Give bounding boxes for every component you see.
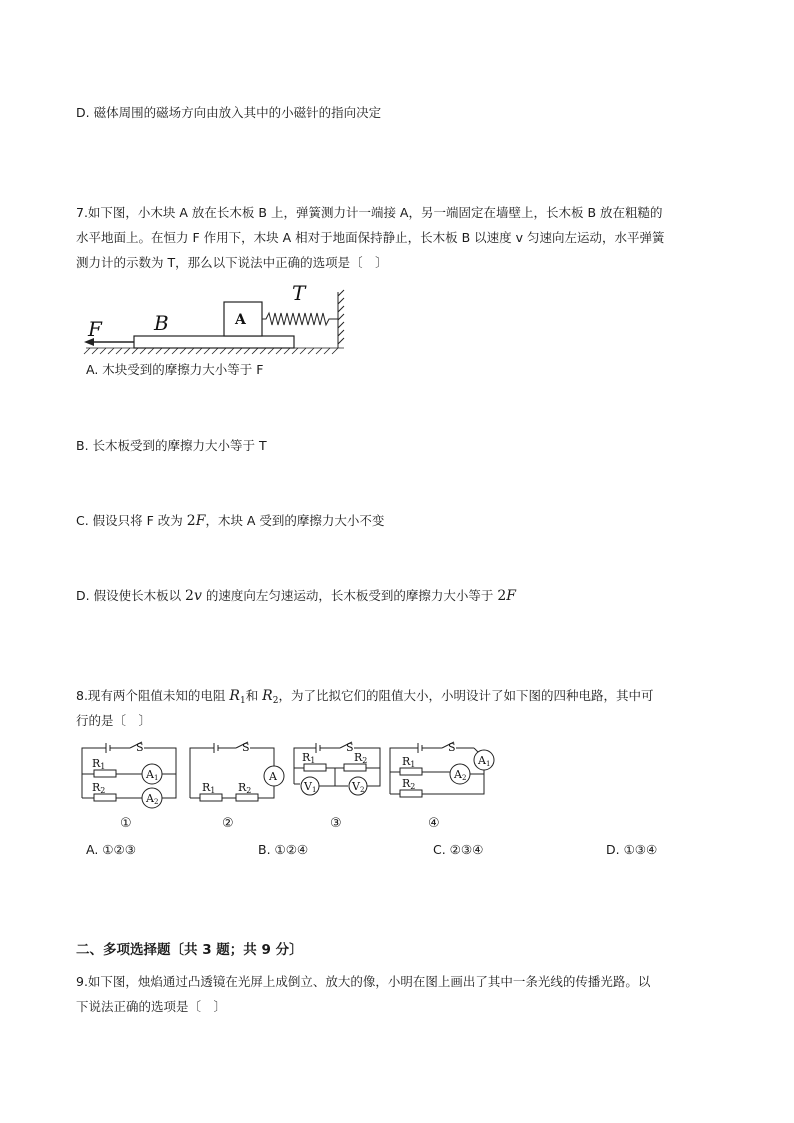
c1-r2-label: R2: [92, 781, 106, 795]
option-d-text-2: 的速度向左匀速运动，长木板受到的摩擦力大小等于: [201, 588, 498, 603]
option-d-math-2: 2F: [497, 588, 516, 604]
c4-switch-label: S: [448, 741, 456, 754]
circuit-1: [82, 742, 176, 808]
option-c-text-2: ，木块 A 受到的摩擦力大小不变: [205, 513, 385, 528]
q7-stem-line-3: 测力计的示数为 T，那么以下说法中正确的选项是〔 〕: [76, 255, 388, 270]
c1-r1-label: R1: [92, 757, 106, 771]
q6-option-d: D. 磁体周围的磁场方向由放入其中的小磁针的指向决定: [76, 105, 382, 120]
c1-ammeter-2: A2: [146, 792, 159, 806]
c3-voltmeter-1: V1: [304, 780, 317, 794]
q8-circuits-figure: [76, 738, 506, 814]
r2-symbol: $R_2$: [262, 688, 279, 706]
c3-r1-label: R1: [302, 751, 316, 765]
spring: [262, 313, 338, 325]
label-f: F: [88, 317, 102, 341]
q9-stem-line-1: 9.如下图，烛焰通过凸透镜在光屏上成倒立、放大的像，小明在图上画出了其中一条光线的传播光路。以: [76, 974, 651, 989]
q7-option-d[interactable]: [76, 585, 516, 607]
q8-stem-line-2: 行的是〔 〕: [76, 713, 152, 728]
circuit-label-1: ①: [120, 816, 132, 831]
c4-r1-label: R1: [402, 755, 416, 769]
r1-symbol: $R_1$: [229, 688, 246, 706]
wall: [338, 290, 344, 348]
ground-hatching: [84, 348, 344, 354]
option-c-math: 2F: [186, 513, 206, 529]
c2-switch-label: S: [242, 741, 250, 754]
label-a: A: [235, 312, 246, 328]
q7-option-a[interactable]: A. 木块受到的摩擦力大小等于 F: [86, 362, 264, 377]
c1-ammeter-1: A1: [146, 768, 159, 782]
label-t: T: [292, 281, 306, 305]
board-b: [134, 336, 294, 348]
q7-figure: [76, 280, 366, 360]
q7-stem-line-2: 水平地面上。在恒力 F 作用下，木块 A 相对于地面保持静止，长木板 B 以速度 v 匀速向左运动，水平弹簧: [76, 230, 665, 245]
c2-ammeter: A: [269, 770, 277, 783]
circuit-label-4: ④: [428, 816, 440, 831]
q7-option-c[interactable]: [76, 510, 384, 532]
c4-r2-label: R2: [402, 777, 416, 791]
c1-switch-label: S: [136, 741, 144, 754]
q8-option-d[interactable]: D. ①③④: [606, 842, 658, 857]
q7-stem-line-1: 7.如下图，小木块 A 放在长木板 B 上，弹簧测力计一端接 A，另一端固定在墙壁上，长木板 B 放在粗糙的: [76, 205, 663, 220]
circuit-label-3: ③: [330, 816, 342, 831]
c3-switch-label: S: [346, 741, 354, 754]
option-c-text: C. 假设只将 F 改为: [76, 513, 187, 528]
q7-option-b[interactable]: B. 长木板受到的摩擦力大小等于 T: [76, 438, 267, 453]
q8-option-b[interactable]: B. ①②④: [258, 842, 309, 857]
c3-r2-label: R2: [354, 751, 368, 765]
c2-r1-label: R1: [202, 781, 216, 795]
q8-option-c[interactable]: C. ②③④: [433, 842, 484, 857]
q9-stem-line-2: 下说法正确的选项是〔 〕: [76, 999, 227, 1014]
q8-option-a[interactable]: A. ①②③: [86, 842, 136, 857]
circuit-label-2: ②: [222, 816, 234, 831]
section-heading: 二、多项选择题〔共 3 题；共 9 分〕: [76, 942, 303, 958]
option-d-text: D. 假设使长木板以: [76, 588, 186, 603]
option-d-math-1: 2v: [185, 588, 202, 604]
c3-voltmeter-2: V2: [352, 780, 365, 794]
c4-ammeter-1: A1: [478, 754, 491, 768]
q8-stem-line-1: 8.现有两个阻值未知的电阻 $R_1$和 $R_2$，为了比拟它们的阻值大小，小明设计了如下图的四种电路，其中可: [76, 688, 654, 706]
label-b: B: [154, 311, 169, 335]
c2-r2-label: R2: [238, 781, 252, 795]
c4-ammeter-2: A2: [454, 768, 467, 782]
